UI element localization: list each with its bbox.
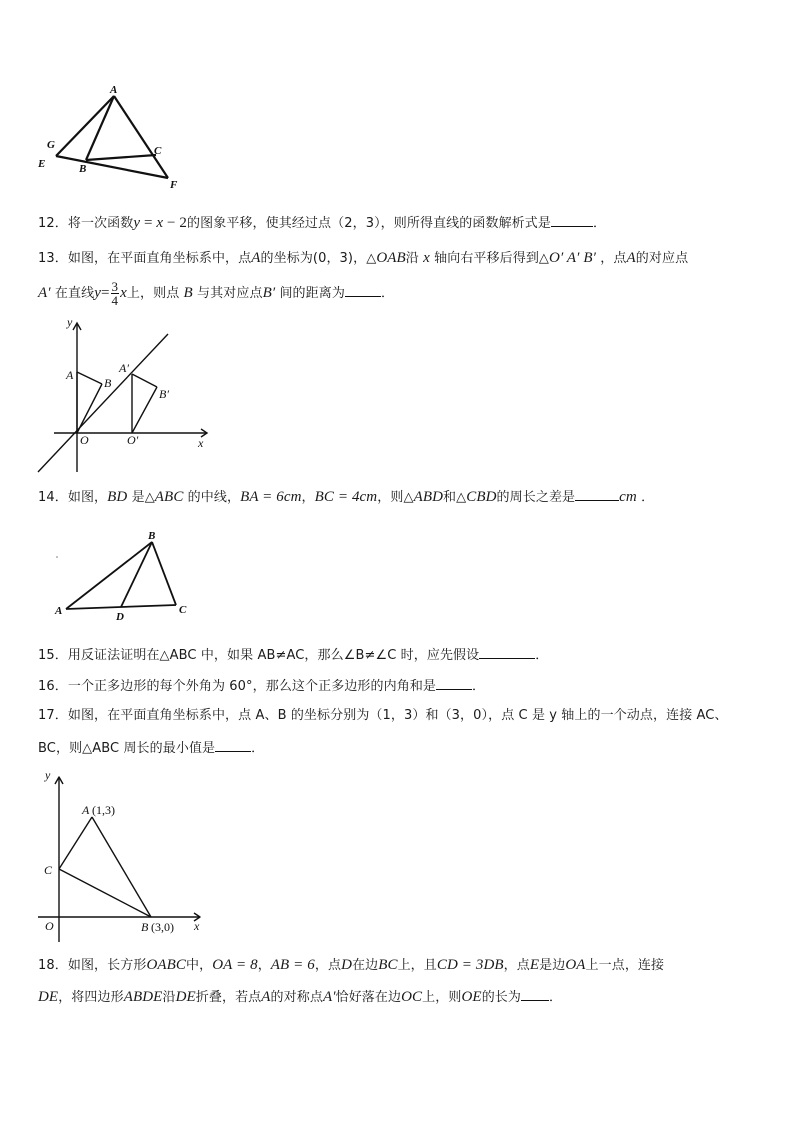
axis-x: x <box>423 250 430 266</box>
question-text: 的对称点 <box>270 990 323 1005</box>
label-B: B <box>141 920 149 934</box>
point-A-prime: A′ <box>322 989 336 1005</box>
question-text: 间的距离为 <box>275 286 345 301</box>
label-C: C <box>154 145 162 157</box>
question-16 <box>38 676 485 696</box>
question-number: 17． <box>38 708 68 723</box>
label-x: x <box>198 436 204 450</box>
question-text: 一个正多边形的每个外角为 60°，那么这个正多边形的内角和是 <box>67 679 437 694</box>
question-text: 与其对应点 <box>197 286 263 301</box>
question-text: ， <box>301 490 315 505</box>
label-A-coord: (1,3) <box>92 803 115 817</box>
question-number: 15． <box>38 648 68 663</box>
label-B: B <box>148 530 156 542</box>
formula-y: y <box>94 285 101 301</box>
question-text: 如图，长方形 <box>67 958 147 973</box>
answer-blank[interactable] <box>436 676 472 690</box>
segment-OE: OE <box>461 989 482 1005</box>
unit-cm: cm <box>619 489 637 505</box>
equation-OA: OA = 8 <box>212 957 258 973</box>
triangle-figure-q11 <box>30 78 190 198</box>
question-text: 的中线， <box>187 490 241 505</box>
equation-AB: AB = 6 <box>270 957 315 973</box>
label-y: y <box>67 315 73 329</box>
question-text: 上，则点 <box>126 286 180 301</box>
triangle-figure-q11-svg <box>30 78 190 198</box>
equation-BA: BA = 6cm <box>240 489 302 505</box>
question-text: ，则△ <box>377 490 414 505</box>
equation-CD: CD = 3DB <box>436 957 504 973</box>
question-text: ，将四边形 <box>58 990 124 1005</box>
label-A: A <box>66 368 74 382</box>
segment-BD: BD <box>107 489 128 505</box>
question-text: 是边 <box>539 958 566 973</box>
question-15 <box>38 645 548 665</box>
label-x: x <box>194 919 200 933</box>
fraction-denominator: 4 <box>111 293 119 308</box>
period: ． <box>472 679 486 694</box>
label-E: E <box>38 158 46 170</box>
question-14 <box>38 487 654 507</box>
question-number: 18． <box>38 958 68 973</box>
quad-ABDE: ABDE <box>123 989 163 1005</box>
label-C: C <box>179 604 187 616</box>
formula-var: y <box>133 215 141 231</box>
period: ． <box>641 490 655 505</box>
coordinate-figure-q17-svg <box>34 764 214 944</box>
point-B-prime: B′ <box>262 285 276 301</box>
triangle-ABD: ABD <box>413 489 444 505</box>
answer-blank[interactable] <box>551 213 593 227</box>
answer-blank[interactable] <box>345 283 381 297</box>
label-B-coord: (3,0) <box>151 920 174 934</box>
label-y: y <box>45 768 51 782</box>
answer-blank[interactable] <box>215 738 251 752</box>
segment-OC: OC <box>401 989 423 1005</box>
question-text: 如图，在平面直角坐标系中，点 <box>67 251 252 266</box>
label-O: O <box>80 433 89 447</box>
segment-DE: DE <box>38 989 59 1005</box>
question-text: 和△ <box>443 490 467 505</box>
period: ． <box>380 286 395 301</box>
question-text: ，点 <box>503 958 530 973</box>
label-A: A <box>82 803 90 817</box>
segment-DE: DE <box>175 989 196 1005</box>
question-number: 16． <box>38 679 68 694</box>
label-D: D <box>116 611 124 623</box>
label-A-prime: A′ <box>119 361 129 375</box>
question-text: 沿 <box>162 990 176 1005</box>
question-12 <box>38 213 606 233</box>
question-text: ，点 <box>600 251 627 266</box>
coordinate-figure-q13 <box>30 314 220 479</box>
rect-OABC: OABC <box>146 957 187 973</box>
question-text: 上一点，连接 <box>585 958 665 973</box>
question-text: 上，且 <box>397 958 437 973</box>
label-O-prime: O′ <box>127 433 139 447</box>
question-text: 的对应点 <box>635 251 689 266</box>
question-text: 沿 <box>405 251 419 266</box>
label-F: F <box>170 179 178 191</box>
point-E: E <box>529 957 540 973</box>
formula-eq: = <box>100 285 110 301</box>
equation-BC: BC = 4cm <box>314 489 378 505</box>
question-text: 的图象平移，使其经过点（2，3），则所得直线的函数解析式是 <box>187 216 551 231</box>
question-text: ， <box>257 958 271 973</box>
formula-rest: − 2 <box>163 215 188 231</box>
formula-x: x <box>156 215 164 231</box>
segment-OA: OA <box>565 957 586 973</box>
period: ． <box>549 990 563 1005</box>
question-number: 13． <box>38 251 68 266</box>
question-text: 将一次函数 <box>67 216 134 231</box>
question-text: 轴向右平移后得到△ <box>434 251 550 266</box>
question-text: 用反证法证明在△ABC 中，如果 AB≠AC，那么∠B≠∠C 时，应先假设 <box>67 648 480 663</box>
label-B: B <box>79 163 87 175</box>
point-A-prime: A′ <box>38 285 51 301</box>
answer-blank[interactable] <box>575 487 619 501</box>
question-text: BC，则△ABC 周长的最小值是 <box>38 741 216 756</box>
label-O: O <box>45 919 54 933</box>
label-A: A <box>110 84 118 96</box>
question-text: 中， <box>186 958 213 973</box>
label-C: C <box>44 863 53 877</box>
point-A: A <box>251 250 261 266</box>
question-text: 恰好落在边 <box>335 990 402 1005</box>
label-B: B <box>104 376 112 390</box>
question-number: 14． <box>38 490 68 505</box>
question-text: 的长为 <box>481 990 521 1005</box>
period: ． <box>251 741 265 756</box>
point-A: A <box>626 250 636 266</box>
question-13-line-1 <box>38 249 688 268</box>
formula-x: x <box>120 285 127 301</box>
question-18-line-1 <box>38 956 664 975</box>
formula-eq: = <box>140 215 157 231</box>
triangle-figure-q14 <box>40 525 200 625</box>
point-A: A <box>261 989 271 1005</box>
answer-blank[interactable] <box>479 645 535 659</box>
label-G: G <box>47 139 55 151</box>
coordinate-figure-q13-svg <box>30 314 220 479</box>
fraction-numerator: 3 <box>111 279 119 294</box>
label-B-prime: B′ <box>159 387 169 401</box>
triangle-figure-q14-svg <box>40 525 200 625</box>
fraction <box>111 280 120 307</box>
answer-blank[interactable] <box>521 987 549 1001</box>
question-text: 在直线 <box>50 286 95 301</box>
question-text: 的坐标为(0，3)，△ <box>260 251 377 266</box>
triangle-ABC: ABC <box>154 489 184 505</box>
question-text: 如图，在平面直角坐标系中，点 A、B 的坐标分别为（1，3）和（3，0），点 C 是 y 轴上的一个动点，连接 AC、 <box>67 708 728 723</box>
segment-BC: BC <box>378 957 398 973</box>
question-text: 上，则 <box>422 990 462 1005</box>
question-18-line-2 <box>38 987 562 1007</box>
question-text: 在边 <box>352 958 379 973</box>
question-text: 是△ <box>131 490 155 505</box>
period: ． <box>535 648 549 663</box>
label-A: A <box>55 605 63 617</box>
point-D: D <box>341 957 352 973</box>
coordinate-figure-q17 <box>34 764 214 944</box>
question-text: 折叠，若点 <box>195 990 262 1005</box>
question-number: 12． <box>38 216 68 231</box>
question-17-line-2 <box>38 738 264 758</box>
period: ． <box>592 216 607 231</box>
question-17-line-1 <box>38 707 728 725</box>
question-text: 如图， <box>67 490 108 505</box>
triangle-CBD: CBD <box>466 489 497 505</box>
question-text: 的周长之差是 <box>496 490 576 505</box>
question-13-line-2 <box>38 279 394 308</box>
point-B: B <box>183 285 193 301</box>
triangle-image: O′ A′ B′ <box>549 250 597 266</box>
triangle-OAB: OAB <box>376 250 406 266</box>
question-text: ，点 <box>314 958 342 973</box>
